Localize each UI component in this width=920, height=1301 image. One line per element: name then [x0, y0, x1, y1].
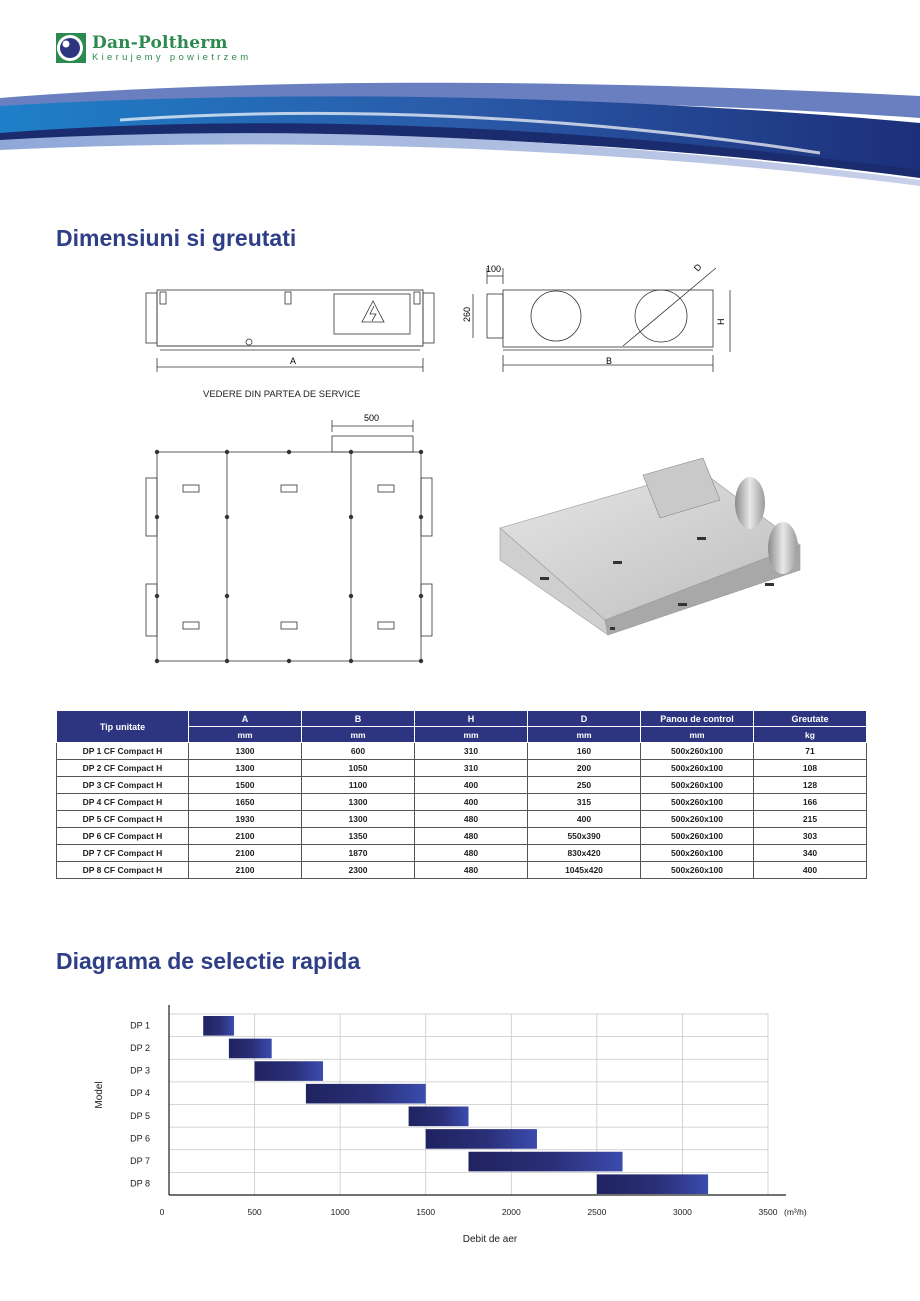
header-swoosh-graphic: [0, 78, 920, 188]
cell: 1300: [302, 811, 415, 828]
unit-a: mm: [189, 727, 302, 743]
cell: 1300: [189, 743, 302, 760]
service-view-label: VEDERE DIN PARTEA DE SERVICE: [203, 389, 361, 400]
range-bar-dp6: [426, 1129, 537, 1149]
category-label: DP 2: [130, 1042, 150, 1053]
dim-label-h: H: [716, 318, 726, 325]
brand-name: Dan-Poltherm: [92, 33, 228, 53]
table-row: [57, 811, 867, 828]
cell: 215: [754, 811, 867, 828]
unit-h: mm: [415, 727, 528, 743]
col-header-h: H: [415, 711, 528, 727]
x-tick-label: 3000: [672, 1207, 692, 1217]
table-row: [57, 828, 867, 845]
category-label: DP 4: [130, 1088, 150, 1099]
cell: 600: [302, 743, 415, 760]
cell-type: DP 1 CF Compact H: [57, 743, 189, 760]
x-tick-label: 1000: [330, 1207, 350, 1217]
cell: 500x260x100: [641, 811, 754, 828]
table-row: [57, 794, 867, 811]
x-tick-label: 2000: [501, 1207, 521, 1217]
cell-type: DP 5 CF Compact H: [57, 811, 189, 828]
cell: 500x260x100: [641, 760, 754, 777]
cell: 166: [754, 794, 867, 811]
cell: 303: [754, 828, 867, 845]
cell: 1100: [302, 777, 415, 794]
cell: 550x390: [528, 828, 641, 845]
cell: 128: [754, 777, 867, 794]
category-label: DP 6: [130, 1133, 150, 1144]
cell: 310: [415, 743, 528, 760]
cell: 480: [415, 828, 528, 845]
cell: 2300: [302, 862, 415, 879]
x-tick-label: 3500: [758, 1207, 778, 1217]
brand-tagline: Kierujemy powietrzem: [92, 52, 252, 63]
top-view-drawing: [140, 408, 440, 673]
y-axis-title: Model: [94, 1081, 105, 1109]
cell: 310: [415, 760, 528, 777]
range-bar-dp4: [306, 1084, 426, 1104]
cell-type: DP 8 CF Compact H: [57, 862, 189, 879]
cell: 400: [415, 794, 528, 811]
cell: 1300: [302, 794, 415, 811]
cell: 1045x420: [528, 862, 641, 879]
category-label: DP 1: [130, 1020, 150, 1031]
cell: 500x260x100: [641, 828, 754, 845]
unit-b: mm: [302, 727, 415, 743]
cell: 340: [754, 845, 867, 862]
unit-3d-render: [490, 445, 820, 640]
diagram-title: Diagrama de selectie rapida: [56, 948, 361, 974]
side-view-drawing: [460, 260, 740, 375]
category-label: DP 5: [130, 1110, 150, 1121]
cell-type: DP 3 CF Compact H: [57, 777, 189, 794]
table-row: [57, 845, 867, 862]
table-row: [57, 777, 867, 794]
category-label: DP 7: [130, 1156, 150, 1167]
cell: 480: [415, 862, 528, 879]
dim-label-b: B: [606, 356, 613, 366]
cell: 2100: [189, 828, 302, 845]
cell: 400: [415, 777, 528, 794]
front-view-drawing: [140, 260, 440, 380]
selection-chart: [0, 990, 920, 1250]
cell: 830x420: [528, 845, 641, 862]
dim-label-a: A: [290, 356, 297, 366]
cell-type: DP 4 CF Compact H: [57, 794, 189, 811]
cell: 71: [754, 743, 867, 760]
dim-label-d: D: [691, 261, 704, 274]
cell: 2100: [189, 862, 302, 879]
unit-panel: mm: [641, 727, 754, 743]
cell: 1650: [189, 794, 302, 811]
category-label: DP 3: [130, 1065, 150, 1076]
brand-logo-icon: [56, 33, 86, 63]
cell: 400: [754, 862, 867, 879]
cell: 1300: [189, 760, 302, 777]
spec-table: [56, 710, 867, 879]
col-header-weight: Greutate: [754, 711, 867, 727]
cell: 500x260x100: [641, 743, 754, 760]
cell: 200: [528, 760, 641, 777]
x-tick-label: 0: [159, 1207, 165, 1217]
range-bar-dp1: [203, 1016, 234, 1036]
x-tick-label: 1500: [416, 1207, 436, 1217]
range-bar-dp7: [469, 1152, 623, 1172]
cell: 2100: [189, 845, 302, 862]
cell: 1500: [189, 777, 302, 794]
cell-type: DP 2 CF Compact H: [57, 760, 189, 777]
dim-label-500: 500: [364, 413, 380, 423]
cell: 250: [528, 777, 641, 794]
col-header-b: B: [302, 711, 415, 727]
table-row: [57, 743, 867, 760]
cell: 1870: [302, 845, 415, 862]
cell: 400: [528, 811, 641, 828]
cell: 480: [415, 845, 528, 862]
category-label: DP 8: [130, 1178, 150, 1189]
range-bar-dp2: [229, 1039, 272, 1059]
unit-d: mm: [528, 727, 641, 743]
x-unit-label: (m³/h): [784, 1207, 807, 1217]
chart-bars: [203, 1016, 708, 1194]
unit-weight: kg: [754, 727, 867, 743]
range-bar-dp5: [409, 1107, 469, 1127]
cell: 500x260x100: [641, 777, 754, 794]
cell-type: DP 7 CF Compact H: [57, 845, 189, 862]
cell: 108: [754, 760, 867, 777]
cell: 500x260x100: [641, 862, 754, 879]
col-header-panel: Panou de control: [641, 711, 754, 727]
dim-label-100: 100: [486, 264, 502, 274]
cell: 1350: [302, 828, 415, 845]
x-tick-label: 500: [247, 1207, 262, 1217]
cell: 1050: [302, 760, 415, 777]
cell: 315: [528, 794, 641, 811]
range-bar-dp8: [597, 1174, 708, 1194]
col-header-d: D: [528, 711, 641, 727]
table-row: [57, 760, 867, 777]
cell: 500x260x100: [641, 794, 754, 811]
cell: 500x260x100: [641, 845, 754, 862]
x-tick-label: 2500: [587, 1207, 607, 1217]
table-header-row: [57, 711, 867, 727]
col-header-a: A: [189, 711, 302, 727]
dimensions-title: Dimensiuni si greutati: [56, 225, 297, 251]
col-header-type: Tip unitate: [57, 711, 189, 743]
range-bar-dp3: [255, 1061, 323, 1081]
dim-label-260: 260: [462, 306, 472, 322]
cell: 160: [528, 743, 641, 760]
cell-type: DP 6 CF Compact H: [57, 828, 189, 845]
cell: 480: [415, 811, 528, 828]
x-axis-title: Debit de aer: [462, 1234, 518, 1245]
table-row: [57, 862, 867, 879]
cell: 1930: [189, 811, 302, 828]
